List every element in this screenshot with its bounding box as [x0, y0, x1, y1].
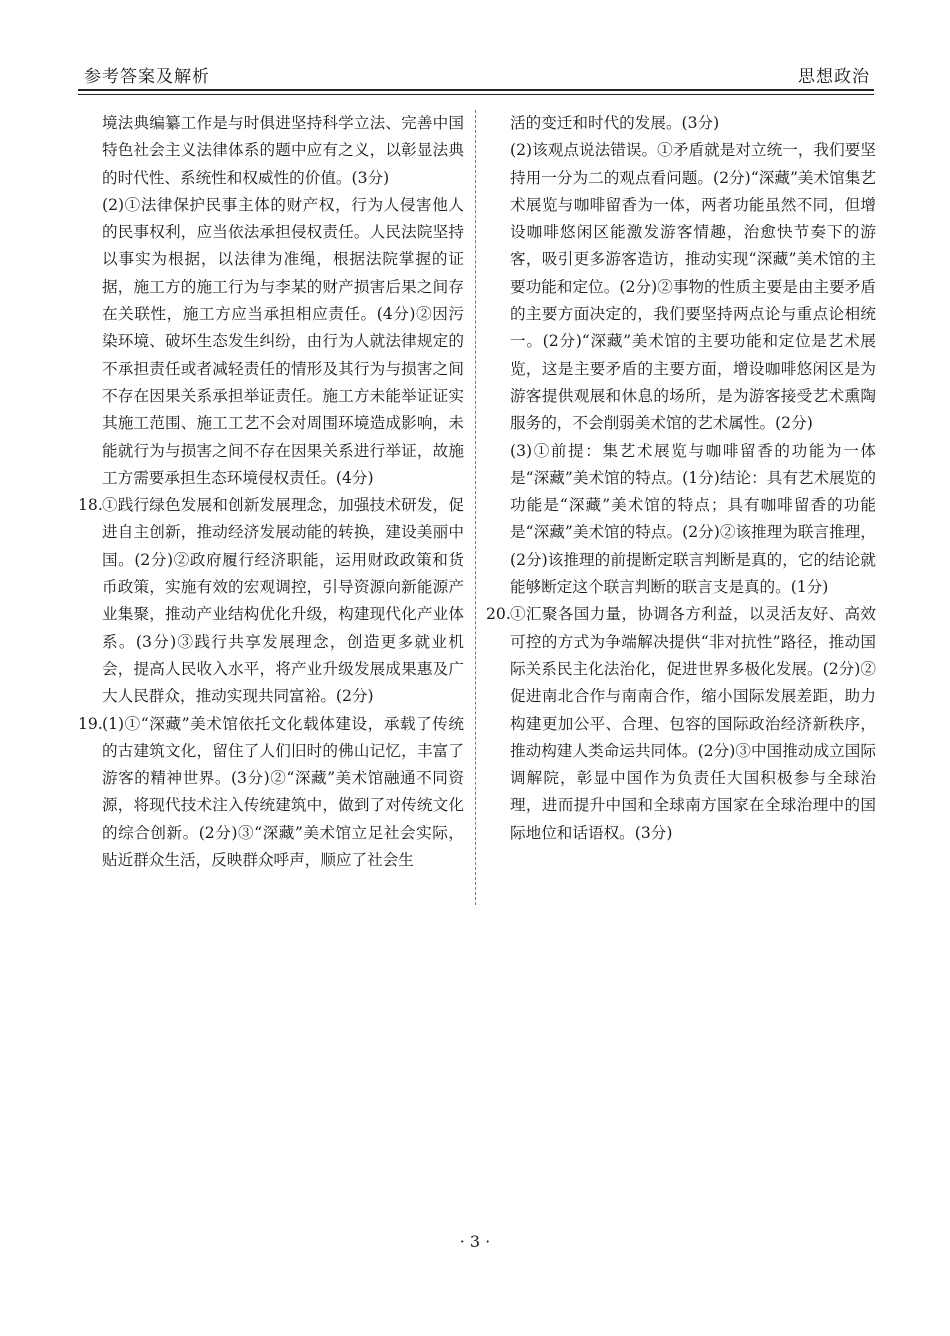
question-number-20: 20.	[486, 605, 511, 624]
answer-19	[78, 711, 464, 875]
answer-17-2: (2)①法律保护民事主体的财产权，行为人侵害他人的民事权利，应当依法承担侵权责任。人民法院坚持以事实为根据，以法律为准绳，根据法院掌握的证据，施工方的施工行为与李某的财产损害后果之间存在关联性，施工方应当承担相应责任。(4分)②因污染环境、破坏生态发生纠纷，由行为人就法律规定的不承担责任或者减轻责任的情形及其行为与损害之间不存在因果关系承担举证责任。施工方未能举证证实其施工范围、施工工艺不会对周围环境造成影响，未能就行为与损害之间不存在因果关系进行举证，故施工方需要承担生态环境侵权责任。(4分)	[102, 195, 464, 487]
page-number: · 3 ·	[459, 1232, 491, 1251]
header-left-title: 参考答案及解析	[84, 67, 210, 87]
answer-19-1-continued: 活的变迁和时代的发展。(3分)	[510, 114, 720, 132]
page-header	[78, 60, 874, 92]
answer-20	[486, 601, 876, 847]
answer-17-1-continued: 境法典编纂工作是与时俱进坚持科学立法、完善中国特色社会主义法律体系的题中应有之义，以彰显法典的时代性、系统性和权威性的价值。(3分)	[102, 114, 464, 187]
answer-19-2: (2)该观点说法错误。①矛盾就是对立统一，我们要坚持用一分为二的观点看问题。(2分)“深藏”美术馆集艺术展览与咖啡留香为一体，两者功能虽然不同，但增设咖啡悠闲区能激发游客情趣，治愈快节奏下的游客，吸引更多游客造访，推动实现“深藏”美术馆的主要功能和定位。(2分)②事物的性质主要是由主要矛盾的主要方面决定的，我们要坚持两点论与重点论相统一。(2分)“深藏”美术馆的主要功能和定位是艺术展览，这是主要矛盾的主要方面，增设咖啡悠闲区是为游客提供观展和休息的场所，是为游客接受艺术熏陶服务的，不会削弱美术馆的艺术属性。(2分)	[510, 141, 876, 433]
answer-18-text: ①践行绿色发展和创新发展理念，加强技术研发，促进自主创新，推动经济发展动能的转换，建设美丽中国。(2分)②政府履行经济职能，运用财政政策和货币政策，实施有效的宏观调控，引导资源向新能源产业集聚，推动产业结构优化升级，构建现代化产业体系。(3分)③践行共享发展理念，创造更多就业机会，提高人民收入水平，将产业升级发展成果惠及广大人民群众，推动实现共同富裕。(2分)	[102, 496, 464, 706]
left-column	[78, 110, 464, 874]
column-divider	[475, 110, 476, 905]
header-right-title: 思想政治	[798, 67, 870, 87]
answer-19-1-text: (1)①“深藏”美术馆依托文化载体建设，承载了传统的古建筑文化，留住了人们旧时的佛山记忆，丰富了游客的精神世界。(3分)②“深藏”美术馆融通不同资源，将现代技术注入传统建筑中，做到了对传统文化的综合创新。(2分)③“深藏”美术馆立足社会实际，贴近群众生活，反映群众呼声，顺应了社会生	[102, 714, 464, 870]
header-rule-thick	[78, 89, 874, 91]
question-number-18: 18.	[78, 496, 103, 515]
answer-20-text: ①汇聚各国力量，协调各方利益，以灵活友好、高效可控的方式为争端解决提供“非对抗性”路径，推动国际关系民主化法治化，促进世界多极化发展。(2分)②促进南北合作与南南合作，缩小国际发展差距，助力构建更加公平、合理、包容的国际政治经济新秩序，推动构建人类命运共同体。(2分)③中国推动成立国际调解院，彰显中国作为负责任大国积极参与全球治理，进而提升中国和全球南方国家在全球治理中的国际地位和话语权。(3分)	[510, 605, 876, 842]
right-column	[486, 110, 876, 847]
header-rule-thin	[78, 94, 874, 95]
question-number-19: 19.	[78, 714, 103, 733]
answer-18	[78, 492, 464, 710]
answer-19-3: (3)①前提：集艺术展览与咖啡留香的功能为一体是“深藏”美术馆的特点。(1分)结论：具有艺术展览的功能是“深藏”美术馆的特点；具有咖啡留香的功能是“深藏”美术馆的特点。(2分)②该推理为联言推理，(2分)该推理的前提断定联言判断是真的，它的结论就能够断定这个联言判断的联言支是真的。(1分)	[510, 441, 876, 597]
